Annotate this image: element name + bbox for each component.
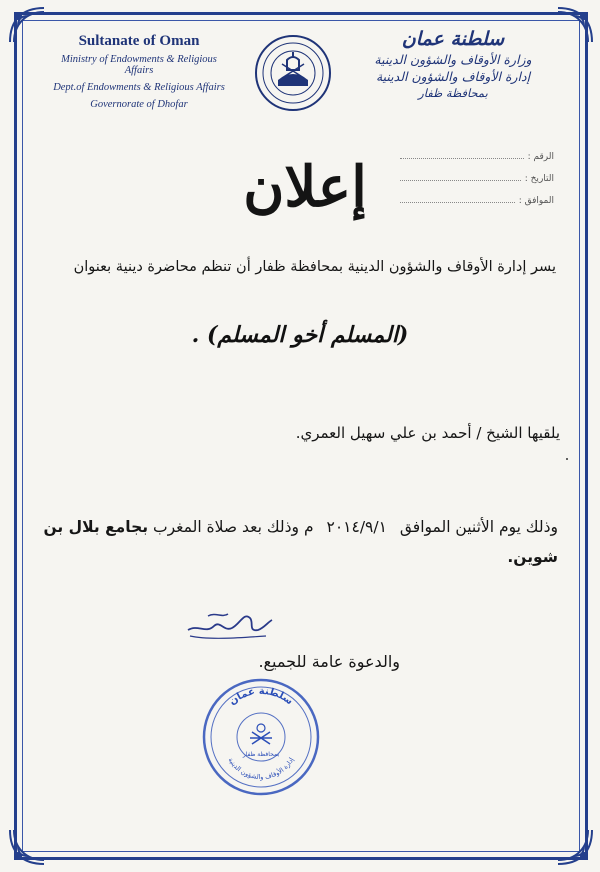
- corner-ornament-icon: [550, 822, 598, 870]
- stamp-department-text: إدارة الأوقاف والشؤون الدينية: [226, 756, 296, 782]
- ministry-name-en: Ministry of Endowments & Religious Affairs: [61, 54, 217, 76]
- reference-corresponding-row: [400, 184, 554, 206]
- dotted-line: [400, 158, 524, 159]
- governorate-name-ar: بمحافظة ظفار: [418, 86, 488, 100]
- corner-ornament-icon: [4, 822, 52, 870]
- arabic-letterhead: [350, 28, 556, 100]
- schedule-middle: م وذلك بعد صلاة المغرب: [153, 518, 314, 536]
- schedule-paragraph: [30, 512, 558, 572]
- reference-date-row: [400, 162, 554, 184]
- department-name-en: Dept.of Endowments & Religious Affairs: [53, 82, 225, 93]
- speaker-line: يلقيها الشيخ / أحمد بن علي سهيل العمري.: [295, 424, 560, 442]
- ministry-name-ar: وزارة الأوقاف والشؤون الدينية: [374, 52, 532, 67]
- signature-icon: [178, 598, 278, 646]
- english-letterhead: [46, 33, 232, 110]
- country-name-ar: سلطنة عمان: [401, 28, 505, 50]
- reference-corresponding-label: الموافق :: [518, 196, 554, 206]
- dotted-line: [400, 180, 521, 181]
- announcement-title: إعلان: [243, 154, 367, 220]
- country-name-en: Sultanate of Oman: [78, 33, 200, 49]
- reference-fields: [400, 140, 554, 206]
- reference-date-label: التاريخ :: [524, 174, 554, 184]
- stamp-country-text: سلطنة عمان: [227, 685, 295, 708]
- stray-dot: [566, 458, 568, 460]
- intro-paragraph: يسر إدارة الأوقاف والشؤون الدينية بمحافظة ظفار أن تنظم محاضرة دينية بعنوان: [73, 259, 556, 275]
- schedule-prefix: وذلك يوم الأثنين الموافق: [399, 518, 558, 536]
- reference-number-row: [400, 140, 554, 162]
- schedule-date: ٢٠١٤/٩/١: [326, 518, 387, 536]
- dotted-line: [400, 202, 515, 203]
- corner-ornament-icon: [4, 2, 52, 50]
- official-stamp: [200, 676, 322, 798]
- department-name-ar: إدارة الأوقاف والشؤون الدينية: [375, 69, 531, 84]
- closing-line: والدعوة عامة للجميع.: [258, 652, 400, 671]
- reference-number-label: الرقم :: [527, 152, 554, 162]
- governorate-name-en: Governorate of Dhofar: [90, 99, 188, 110]
- corner-ornament-icon: [550, 2, 598, 50]
- stamp-governorate-text: بمحافظة ظفار: [242, 751, 280, 758]
- ministry-emblem-icon: [254, 34, 332, 112]
- schedule-mosque: بجامع بلال بن شوين.: [43, 518, 558, 566]
- lecture-title: (المسلم أخو المسلم) .: [191, 322, 409, 348]
